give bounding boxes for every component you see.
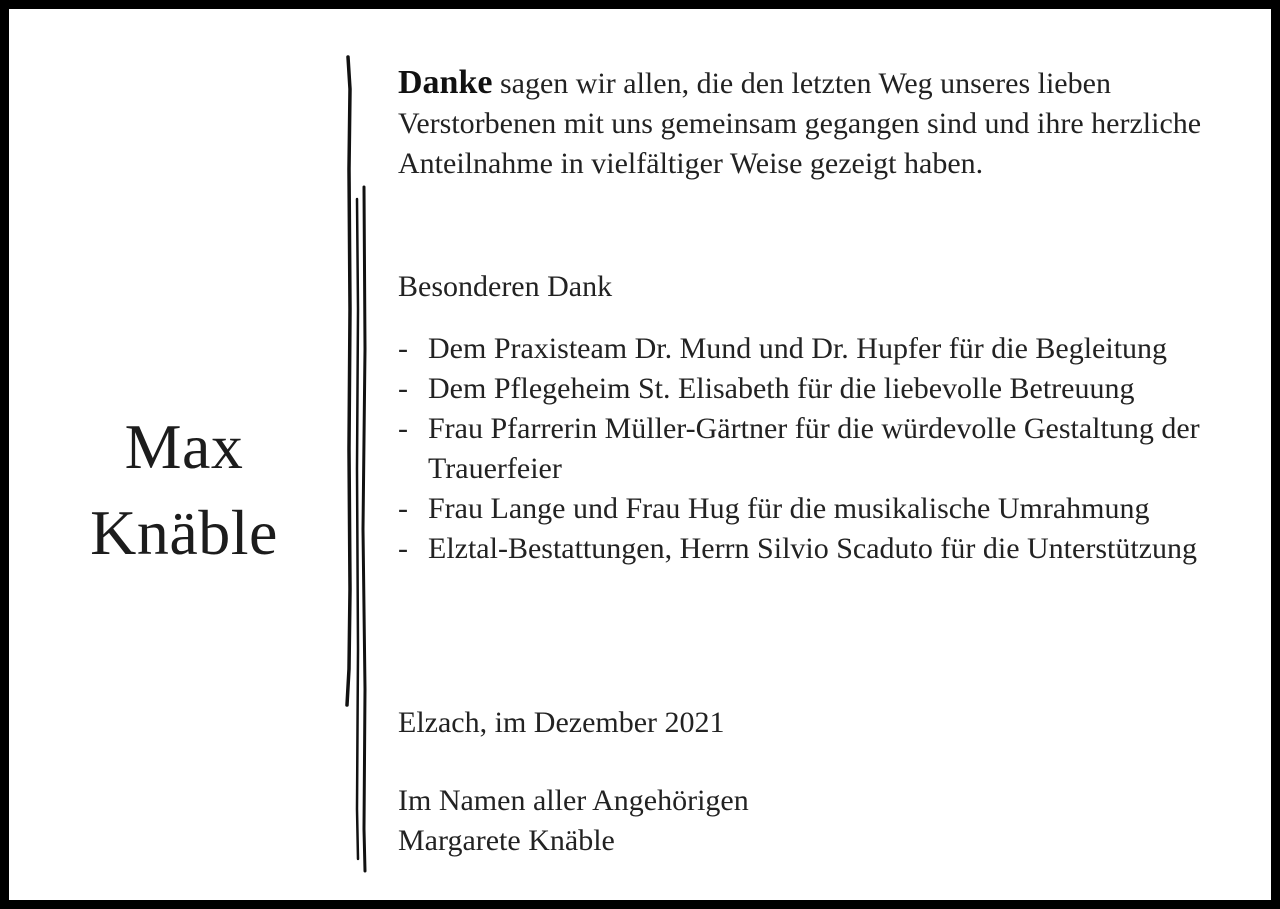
- signature-block: [398, 781, 1241, 861]
- intro-paragraph: [398, 63, 1241, 184]
- list-item-text: Dem Praxisteam Dr. Mund und Dr. Hupfer für die Begleitung: [428, 332, 1168, 365]
- place-date: Elzach, im Dezember 2021: [398, 706, 725, 739]
- list-item: [398, 529, 1241, 569]
- list-item-text: Elztal-Bestattungen, Herrn Silvio Scaduto für die Unterstützung: [428, 532, 1197, 565]
- list-item-text: Dem Pflegeheim St. Elisabeth für die liebevolle Betreuung: [428, 372, 1135, 405]
- list-item-text: Frau Lange und Frau Hug für die musikalische Umrahmung: [428, 492, 1150, 525]
- special-thanks-heading: Besonderen Dank: [398, 270, 613, 303]
- list-item: [398, 369, 1241, 409]
- rule-right: [363, 187, 365, 871]
- list-item-text: Frau Pfarrerin Müller-Gärtner für die würdevolle Gestaltung der Trauerfeier: [428, 412, 1200, 485]
- bullet-dash: -: [398, 332, 408, 365]
- bullet-dash: -: [398, 412, 408, 445]
- list-item: [398, 409, 1241, 489]
- rule-middle: [357, 199, 358, 859]
- list-item: [398, 489, 1241, 529]
- deceased-last-name: Knäble: [90, 497, 278, 568]
- bullet-dash: -: [398, 372, 408, 405]
- bullet-dash: -: [398, 532, 408, 565]
- deceased-first-name: Max: [124, 411, 244, 482]
- special-thanks-list: [398, 329, 1241, 569]
- vertical-rules-ornament: [341, 49, 381, 879]
- intro-lead-word: Danke: [398, 64, 493, 101]
- signature-name: Margarete Knäble: [398, 824, 615, 857]
- list-item: [398, 329, 1241, 369]
- intro-text: sagen wir allen, die den letzten Weg unseres lieben Verstorbenen mit uns gemeinsam gegangen sind und ihre herzliche Anteilnahme in vielfältiger Weise gezeigt haben.: [398, 67, 1202, 180]
- signature-line-1: Im Namen aller Angehörigen: [398, 784, 749, 817]
- rule-left: [347, 57, 350, 705]
- bullet-dash: -: [398, 492, 408, 525]
